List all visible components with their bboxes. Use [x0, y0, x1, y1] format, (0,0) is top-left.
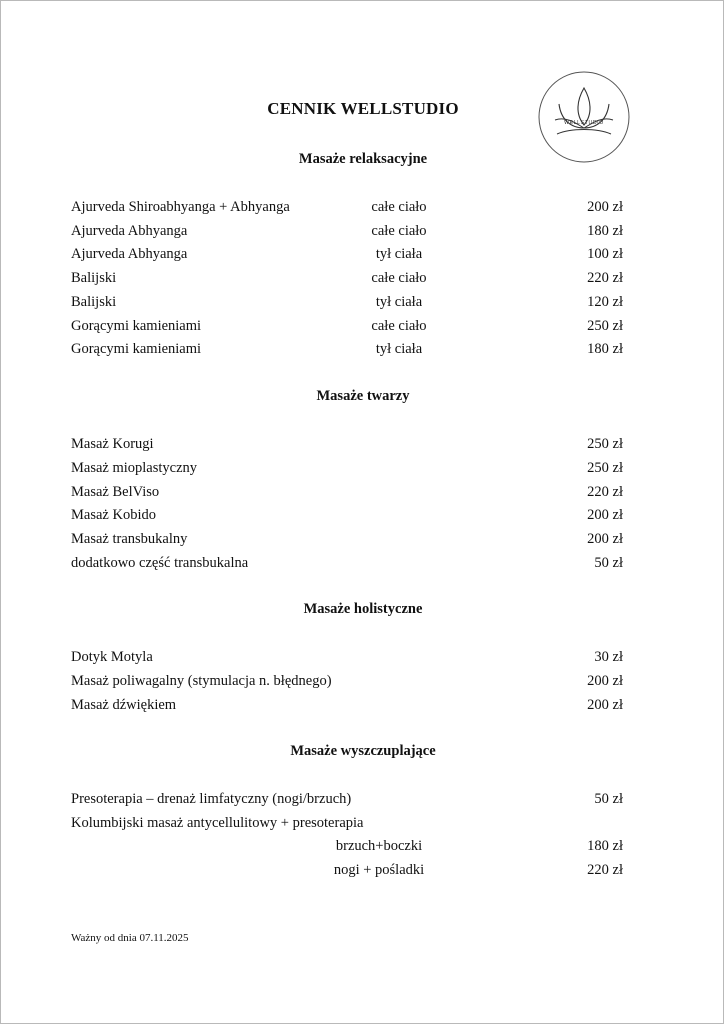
price-row: [71, 647, 623, 667]
price-row: [71, 434, 623, 454]
price-row: [71, 197, 623, 217]
price-row: [71, 221, 623, 241]
service-area: całe ciało: [371, 318, 427, 334]
service-price: 200 zł: [587, 199, 623, 215]
section-title: Masaże relaksacyjne: [298, 151, 428, 167]
price-row: [71, 553, 623, 573]
service-area: całe ciało: [371, 270, 427, 286]
service-name: Ajurveda Shiroabhyanga + Abhyanga: [71, 199, 290, 215]
service-area: tył ciała: [375, 246, 423, 262]
price-row: [71, 316, 623, 336]
service-name: Balijski: [71, 270, 117, 286]
service-price: 200 zł: [587, 697, 623, 713]
service-name: Masaż BelViso: [71, 484, 160, 500]
service-price: 220 zł: [587, 862, 623, 878]
service-name: Ajurveda Abhyanga: [71, 223, 188, 239]
service-price: 250 zł: [587, 436, 623, 452]
service-area: tył ciała: [375, 341, 423, 357]
service-price: 200 zł: [587, 673, 623, 689]
service-name: Ajurveda Abhyanga: [71, 246, 188, 262]
service-name: dodatkowo część transbukalna: [71, 555, 249, 571]
price-row: [71, 529, 623, 549]
service-name: Masaż Kobido: [71, 507, 156, 523]
service-name: Masaż transbukalny: [71, 531, 188, 547]
service-name: Masaż dźwiękiem: [71, 697, 177, 713]
service-price: 180 zł: [587, 223, 623, 239]
service-name: Presoterapia – drenaż limfatyczny (nogi/brzuch): [71, 791, 352, 807]
price-row: [71, 789, 623, 809]
service-name: Kolumbijski masaż antycellulitowy + presoterapia: [71, 815, 364, 831]
service-area: całe ciało: [371, 223, 427, 239]
service-price: 50 zł: [594, 555, 623, 571]
service-price: 220 zł: [587, 484, 623, 500]
service-price: 120 zł: [587, 294, 623, 310]
service-price: 180 zł: [587, 838, 623, 854]
service-name: Masaż poliwagalny (stymulacja n. błędnego): [71, 673, 332, 689]
service-area: nogi + pośladki: [333, 862, 425, 878]
service-price: 200 zł: [587, 507, 623, 523]
service-area: tył ciała: [375, 294, 423, 310]
service-name: Dotyk Motyla: [71, 649, 153, 665]
service-price: 250 zł: [587, 460, 623, 476]
price-row: [71, 813, 623, 833]
service-price: 200 zł: [587, 531, 623, 547]
service-price: 180 zł: [587, 341, 623, 357]
price-row: [71, 671, 623, 691]
price-row: [71, 505, 623, 525]
service-name: Masaż mioplastyczny: [71, 460, 198, 476]
price-row: [71, 339, 623, 359]
service-price: 100 zł: [587, 246, 623, 262]
service-name: Gorącymi kamieniami: [71, 341, 202, 357]
logo-text: WELLSTUDIO: [564, 120, 604, 126]
section-title: Masaże wyszczuplające: [290, 743, 436, 759]
validity-note: Ważny od dnia 07.11.2025: [71, 932, 189, 944]
price-row: [71, 458, 623, 478]
service-price: 50 zł: [594, 791, 623, 807]
service-name: Masaż Korugi: [71, 436, 154, 452]
service-area: brzuch+boczki: [335, 838, 423, 854]
section-title: Masaże twarzy: [316, 388, 410, 404]
service-price: 30 zł: [594, 649, 623, 665]
page-title: CENNIK WELLSTUDIO: [267, 99, 459, 118]
price-row: [71, 482, 623, 502]
service-price: 220 zł: [587, 270, 623, 286]
price-row: [71, 695, 623, 715]
service-name: Gorącymi kamieniami: [71, 318, 202, 334]
service-name: Balijski: [71, 294, 117, 310]
section-title: Masaże holistyczne: [303, 601, 423, 617]
price-row: [71, 836, 623, 856]
price-row: [71, 268, 623, 288]
price-row: [71, 860, 623, 880]
service-price: 250 zł: [587, 318, 623, 334]
service-area: całe ciało: [371, 199, 427, 215]
price-row: [71, 292, 623, 312]
price-row: [71, 244, 623, 264]
